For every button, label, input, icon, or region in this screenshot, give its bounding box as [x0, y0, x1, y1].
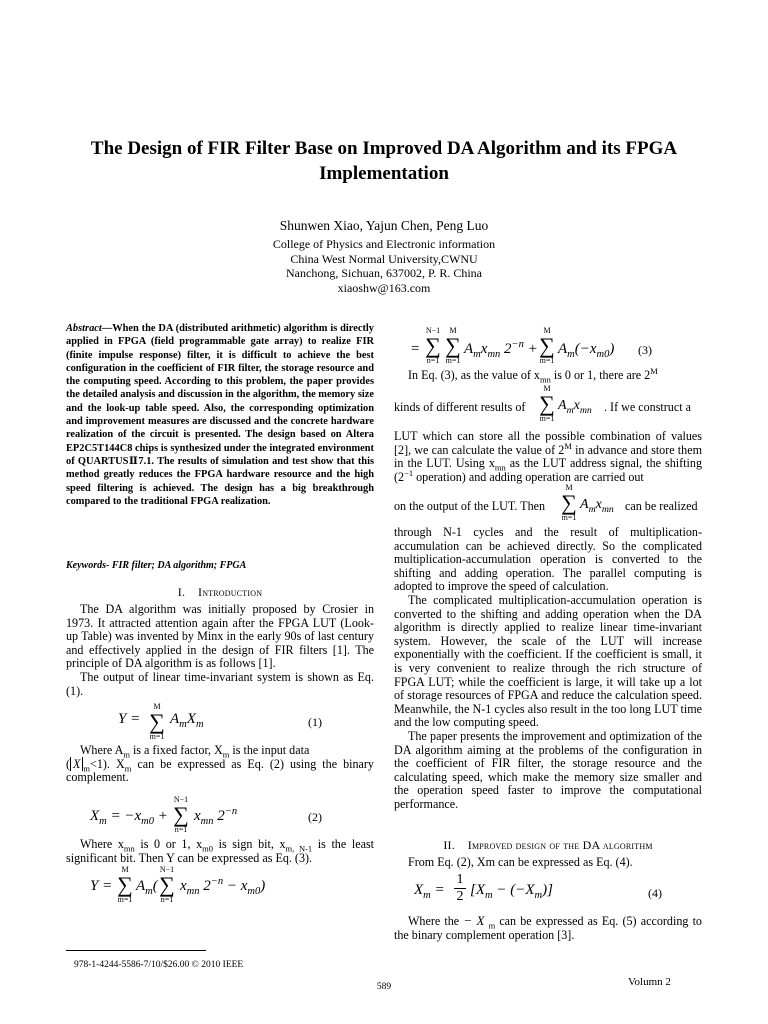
affiliation-line: China West Normal University,CWNU — [290, 251, 478, 266]
equation-3-part2: = N−1 ∑ n=1 M ∑ m=1 $A_mx_{mn}$ $2^{-n}$ + M ∑ m=1 $A_m(-x_{m0})$ (3) — [410, 326, 652, 365]
equation-4: $X_m$ = 1 2 $[X_m - (-X_m)]$ (4) — [414, 872, 662, 904]
intro-paragraph-1 — [66, 603, 374, 698]
section-heading-introduction — [66, 585, 374, 600]
text-run: Where x — [80, 837, 124, 851]
paper-title: The Design of FIR Filter Base on Improved DA Algorithm and its FPGA Implementation — [90, 138, 678, 184]
text-run: is a fixed factor, X — [129, 743, 223, 757]
paragraph-text: The paper presents the improvement and optimization of the DA algorithm aiming at the problems of the configuration in the coefficient of FIR filter, the storage resource and the calculating speed, which make the memory size smaller and the operation speed faster to improve the computational performance. — [394, 728, 702, 811]
section-title: Introduction — [198, 585, 263, 599]
section-title: Improved design of the DA algorithm — [467, 838, 653, 852]
equation-number: (2) — [308, 810, 322, 824]
text-run: can be realized — [625, 499, 698, 513]
text-run: is the least significant bit. Then Y can be expressed as Eq. (3). — [66, 837, 375, 865]
affiliation-line: College of Physics and Electronic information — [272, 237, 496, 251]
volume-label: Volumn 2 — [628, 976, 671, 988]
text-run: operation) and adding operation are carried out — [413, 469, 644, 484]
paragraph-text: From Eq. (2), Xm can be expressed as Eq. (4). — [408, 855, 633, 869]
text-run: LUT which can store all the possible combination of values [2], we can calculate the value of 2 — [394, 429, 702, 457]
text-run: is the input data — [229, 743, 310, 757]
text-run: on the output of the LUT. Then — [394, 499, 546, 513]
page-number: 589 — [376, 982, 392, 992]
from-eq2-line — [394, 856, 702, 870]
author-email: xiaoshw@163.com — [337, 280, 431, 295]
paragraph-cycles — [394, 526, 702, 811]
where-neg-xm-paragraph: Where the − X $_m$ can be expressed as Eq. (5) according to the binary complement operation [3]. — [394, 913, 702, 942]
footnote-rule — [66, 950, 206, 951]
keywords: Keywords- FIR filter; DA algorithm; FPGA — [66, 560, 247, 571]
text-run: can be expressed as Eq. (2) using the binary complement. — [66, 756, 374, 785]
abstract-label: Abstract — [66, 323, 102, 334]
equation-number: (1) — [308, 715, 322, 729]
author-list: Shunwen Xiao, Yajun Chen, Peng Luo — [279, 218, 489, 233]
where-am-paragraph: Where $A_m$ is a fixed factor, $X_m$ is the input data ( X $_m$<1). $X_m$ can be expressed as Eq. (2) using the binary complement. — [66, 743, 374, 785]
text-run: Where A — [80, 743, 124, 757]
text-run: can be expressed as Eq. (5) according to the binary complement operation [3]. — [394, 914, 702, 942]
paragraph-text: The complicated multiplication-accumulation operation is converted to the shifting and adding operation when the DA algorithm is directly applied to realize linear time-invariant system. However, the scale of the LUT will increase exponentially with the coefficient. If the coefficient is small, it is very convenient to realize through the rich structure of FPGA LUT; while the coefficient is large, it will take up a lot of storage resources of FPGA and reduce the calculation speed. Meanwhile, the N-1 cycles also result in the too long LUT time and the low computing speed. — [394, 592, 702, 730]
equation-number: (4) — [648, 886, 662, 900]
lut-paragraph: LUT which can store all the possible combination of values [2], we can calculate the value of $2^M$ in advance and store them in the LUT. Using $x_{mn}$ as the LUT address signal, the shifting ($2^{-1}$ operation) and adding operation are carried out — [394, 429, 702, 484]
abstract-text: —When the DA (distributed arithmetic) algorithm is directly applied in FPGA (field programmable gate array) to realize FIR (finite impulse response) filter, it is difficult to achieve the best configuration in the coefficient of FIR filter, the storage resource and the computing speed. According to this problem, the paper provides the detailed analysis and discussion in the algorithm, the memory size and the look-up table speed. Also, the corresponding optimization and improvement measures are discussed and the concrete hardware realization of the circuit is presented. The design based on Altera EP2C5T144C8 chips is synthesized under the integrated environment of QUARTUSⅡ7.1. The results of simulation and test show that this method greatly reduces the FPGA hardware resource and the high speed filtering is achieved. The design has a big breakthrough compared to the traditional FPGA realization. — [66, 323, 374, 507]
equation-1: Y = M ∑ m=1 $A_mX_m$ (1) — [118, 702, 322, 741]
section-number: I. — [177, 585, 186, 599]
lut-output-line: on the output of the LUT. Then M ∑ m=1 $A_mx_{mn}$ can be realized — [394, 483, 698, 522]
where-xmn-paragraph: Where $x_{mn}$ is 0 or 1, $x_{m0}$ is sign bit, $x_{m, N-1}$ is the least significant bit. Then Y can be expressed as Eq. (3). — [66, 837, 375, 865]
results-line: kinds of different results of M ∑ m=1 $A_mx_{mn}$ . If we construct a — [394, 384, 691, 423]
equation-number: (3) — [638, 343, 652, 357]
equation-2: $X_m = -x_{m0}$ + N−1 ∑ n=1 $x_{mn}$ $2^{-n}$ (2) — [90, 795, 322, 834]
text-run: kinds of different results of — [394, 400, 526, 414]
paragraph-text: The DA algorithm was initially proposed by Crosier in 1973. It attracted attention again after the FPGA LUT (Look-up Table) was invented by Minx in the early 90s of last century and effectively applied in the design of FIR filters [1]. The principle of DA algorithm is as follows [1]. — [66, 602, 374, 671]
text-run: as the LUT address signal, the shifting (2 — [394, 456, 702, 484]
section-number: II. — [443, 838, 455, 852]
text-run: is sign bit, x — [212, 837, 286, 851]
copyright-footer: 978-1-4244-5586-7/10/$26.00 © 2010 IEEE — [74, 960, 244, 970]
text-run: is 0 or 1, x — [134, 837, 203, 851]
text-run: <1). X — [90, 756, 125, 771]
affiliation-line: Nanchong, Sichuan, 637002, P. R. China — [286, 266, 482, 280]
abstract — [66, 322, 374, 508]
text-run: In Eq. (3), as the value of x — [408, 368, 540, 382]
equation-3-part1: Y = M ∑ m=1 $A_m$( N−1 ∑ n=1 $x_{mn}$ $2^{-n} - x_{m0}$) — [90, 865, 266, 904]
paragraph-text: through N-1 cycles and the result of multiplication-accumulation can be achieved directly. So the complicated multiplication-accumulation operation is converted to the shifting and adding operation. The parallel computing is adopted to improve the speed of calculation. — [394, 525, 702, 594]
affiliation — [0, 237, 768, 295]
text-run: in advance and store them in the LUT. Using x — [394, 442, 702, 471]
eq3-discussion-line: In Eq. (3), as the value of $x_{mn}$ is 0 or 1, there are $2^M$ — [408, 365, 658, 385]
text-run: . If we construct a — [604, 400, 691, 414]
section-heading-improved-design — [394, 838, 702, 853]
text-run: is 0 or 1, there are 2 — [550, 368, 651, 382]
text-run: Where the — [408, 914, 460, 928]
paragraph-text: The output of linear time-invariant system is shown as Eq. (1). — [66, 669, 374, 698]
